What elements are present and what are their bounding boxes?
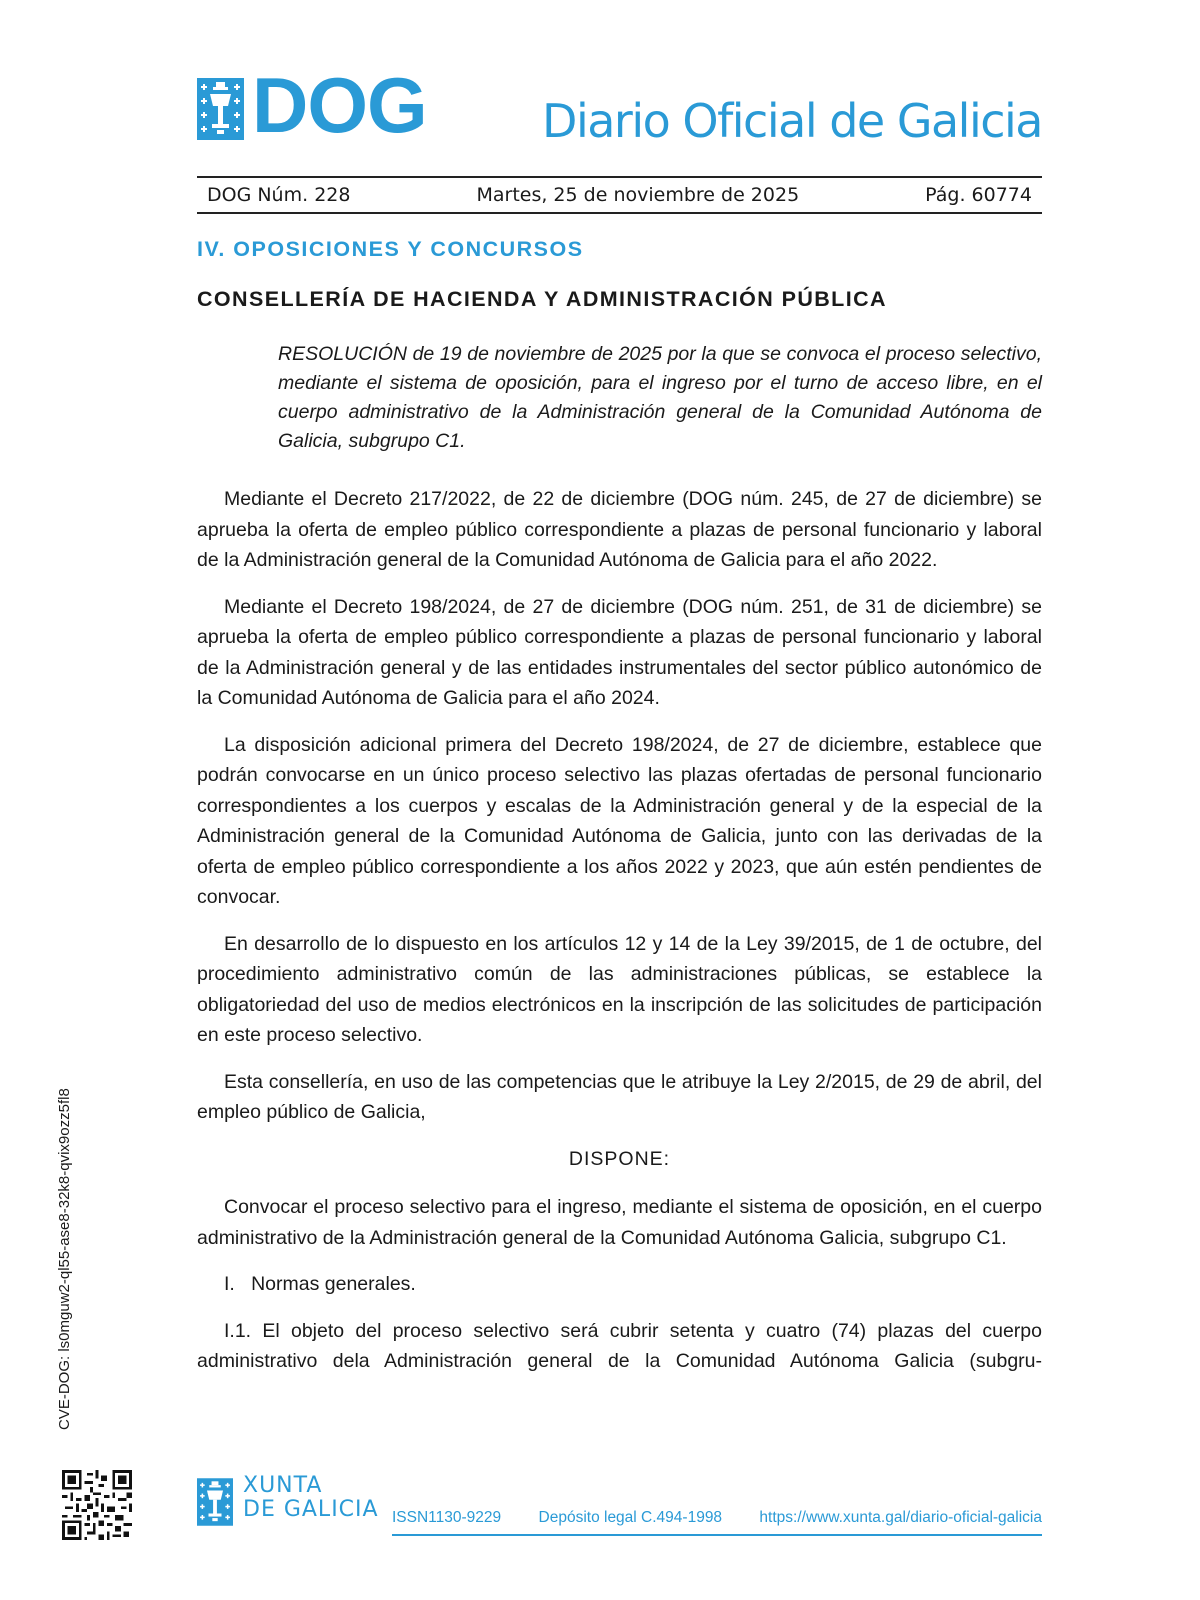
resolution-summary: RESOLUCIÓN de 19 de noviembre de 2025 por la que se convoca el proceso selectivo, mediante el sistema de oposición, para el ingreso por el turno de acceso libre, en el cuerpo administrativo de la Administración general de la Comunidad Autónoma de Galicia, subgrupo C1. — [278, 343, 1042, 452]
dispone-heading: DISPONE: — [568, 1147, 671, 1170]
paragraph: En desarrollo de lo dispuesto en los artículos 12 y 14 de la Ley 39/2015, de 1 de octubre, del procedimiento administrativo común de las administraciones públicas, se establece la obligatoriedad del uso de medios electrónicos en la inscripción de las solicitudes de participación en este proceso selectivo. — [197, 932, 1042, 1046]
xunta-brand-line1: XUNTA — [243, 1473, 323, 1498]
header-meta-row — [197, 180, 1042, 210]
page-number: Pág. 60774 — [925, 184, 1032, 206]
issue-number: DOG Núm. 228 — [207, 184, 351, 206]
verification-code: CVE-DOG: ls0mguw2-ql55-ase8-32k8-qvix9ozz5fl8 — [56, 1088, 73, 1430]
qr-code-icon — [62, 1470, 132, 1540]
xunta-brand — [243, 1474, 379, 1522]
subsection-heading: I. Normas generales. — [224, 1273, 416, 1295]
paragraph: Mediante el Decreto 198/2024, de 27 de diciembre (DOG núm. 251, de 31 de diciembre) se aprueba la oferta de empleo público correspondiente a plazas de personal funcionario y laboral de la Administración general y de las entidades instrumentales del sector público autonómico de la Comunidad Autónoma de Galicia para el año 2024. — [197, 595, 1042, 709]
xunta-brand-line2: DE GALICIA — [243, 1497, 379, 1522]
dog-logo: DOG — [252, 61, 427, 149]
paragraph: Mediante el Decreto 217/2022, de 22 de diciembre (DOG núm. 245, de 27 de diciembre) se aprueba la oferta de empleo público correspondiente a plazas de personal funcionario y laboral de la Administración general de la Comunidad Autónoma de Galicia para el año 2022. — [197, 488, 1042, 571]
paragraph: I.1. El objeto del proceso selectivo será cubrir setenta y cuatro (74) plazas del cuerpo administrativo dela Administración general de la Comunidad Autónoma Galicia (subgru- — [197, 1319, 1042, 1372]
header-top-rule — [197, 176, 1042, 178]
journal-title: Diario Oficial de Galicia — [542, 94, 1042, 148]
legal-deposit: Depósito legal C.494-1998 — [538, 1509, 723, 1526]
paragraph: Esta consellería, en uso de las competencias que le atribuye la Ley 2/2015, de 29 de abril, del empleo público de Galicia, — [197, 1070, 1042, 1123]
issn: ISSN1130-9229 — [392, 1509, 502, 1526]
paragraph: Convocar el proceso selectivo para el ingreso, mediante el sistema de oposición, en el cuerpo administrativo de la Administración general de la Comunidad Autónoma Galicia, subgrupo C1. — [197, 1196, 1042, 1249]
issue-date: Martes, 25 de noviembre de 2025 — [476, 184, 800, 206]
galicia-shield-icon — [197, 78, 244, 140]
header-bottom-rule — [197, 212, 1042, 214]
ministry-heading: CONSELLERÍA DE HACIENDA Y ADMINISTRACIÓN PÚBLICA — [197, 287, 887, 311]
document-body — [197, 484, 1042, 1393]
galicia-shield-icon — [197, 1477, 233, 1527]
footer-rule — [392, 1534, 1042, 1536]
website-link[interactable]: https://www.xunta.gal/diario-oficial-galicia — [759, 1509, 1042, 1526]
paragraph: La disposición adicional primera del Decreto 198/2024, de 27 de diciembre, establece que podrán convocarse en un único proceso selectivo las plazas ofertadas de personal funcionario correspondientes a los cuerpos y escalas de la Administración general y de la especial de la Administración general de la Comunidad Autónoma de Galicia, junto con las derivadas de la oferta de empleo público correspondiente a los años 2022 y 2023, que aún estén pendientes de convocar. — [197, 733, 1042, 908]
footer-info — [392, 1509, 1042, 1527]
section-heading: IV. OPOSICIONES Y CONCURSOS — [197, 237, 584, 261]
